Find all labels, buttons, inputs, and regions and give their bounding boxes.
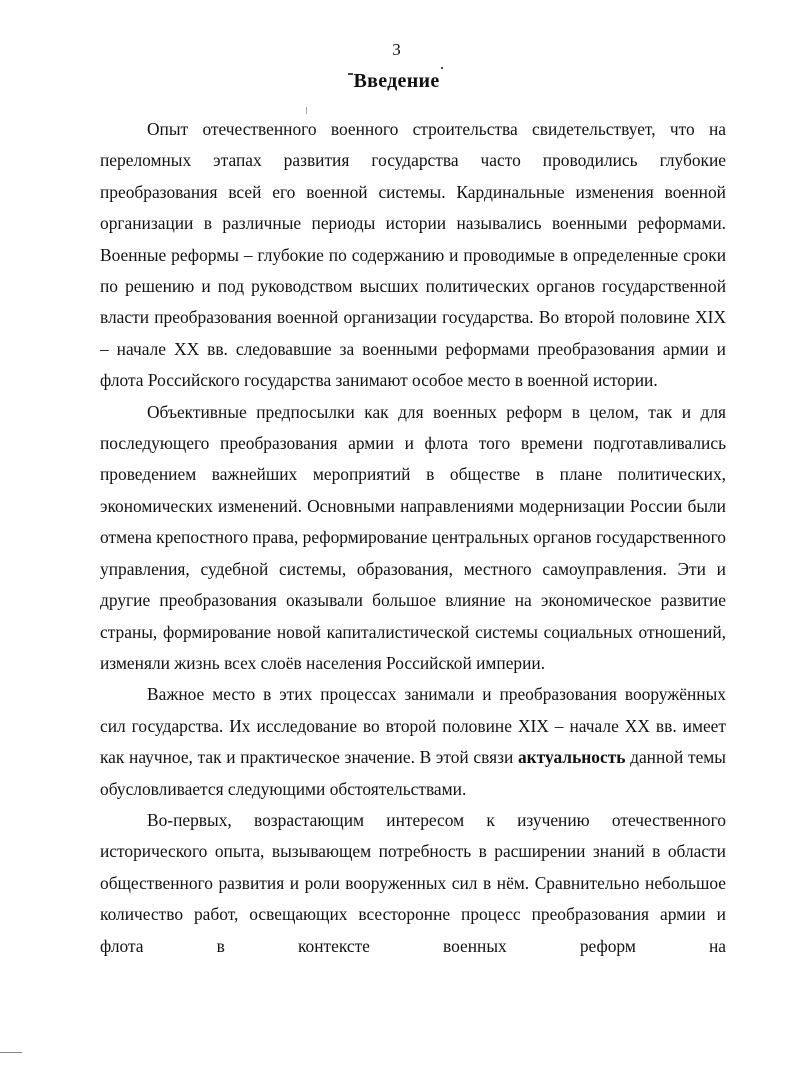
paragraph-4: Во-первых, возрастающим интересом к изучению отечественного исторического опыта, вызывающем потребность в расширении знаний в области общественного развития и роли вооруженных сил в нём. Сравнительно небольшое количество работ, освещающих всесторонне процесс преобразования армии и флота в контексте военных реформ на <box>100 809 726 956</box>
paragraph-2: Объективные предпосылки как для военных реформ в целом, так и для последующего преобразования армии и флота того времени подготавливались проведением важнейших мероприятий в обществе в плане политических, экономических изменений. Основными направлениями модернизации России были отмена крепостного права, реформирование центральных органов государственного управления, судебной системы, образования, местного самоуправления. Эти и другие преобразования оказывали большое влияние на экономическое развитие страны, формирование новой капиталистической системы социальных отношений, изменяли жизнь всех слоёв населения Российской империи. <box>100 401 726 673</box>
scan-edge-mark <box>0 1052 22 1053</box>
relevance-term: актуальность <box>517 747 626 768</box>
body-text <box>100 114 726 962</box>
paragraph-3-tail: данной темы обусловливается следующими обстоятельствами. <box>100 747 726 799</box>
section-heading: Введение <box>353 70 440 92</box>
scan-speck <box>306 107 307 114</box>
scan-speck <box>441 67 443 69</box>
page-number: 3 <box>392 40 401 59</box>
paragraph-3-text: Важное место в этих процессах занимали и преобразования вооружённых сил государства. Их исследование во второй половине XIX – начале XX вв. имеет как научное, так и практическое значение. В этой связи <box>100 684 726 768</box>
paragraph-1: Опыт отечественного военного строительства свидетельствует, что на переломных этапах развития государства часто проводились глубокие преобразования всей его военной системы. Кардинальные изменения военной организации в различные периоды истории назывались военными реформами. Военные реформы – глубокие по содержанию и проводимые в определенные сроки по решению и под руководством высших политических органов государственной власти преобразования военной организации государства. Во второй половине XIX – начале XX вв. следовавшие за военными реформами преобразования армии и флота Российского государства занимают особое место в военной истории. <box>100 119 726 391</box>
paragraph-3 <box>100 679 726 805</box>
